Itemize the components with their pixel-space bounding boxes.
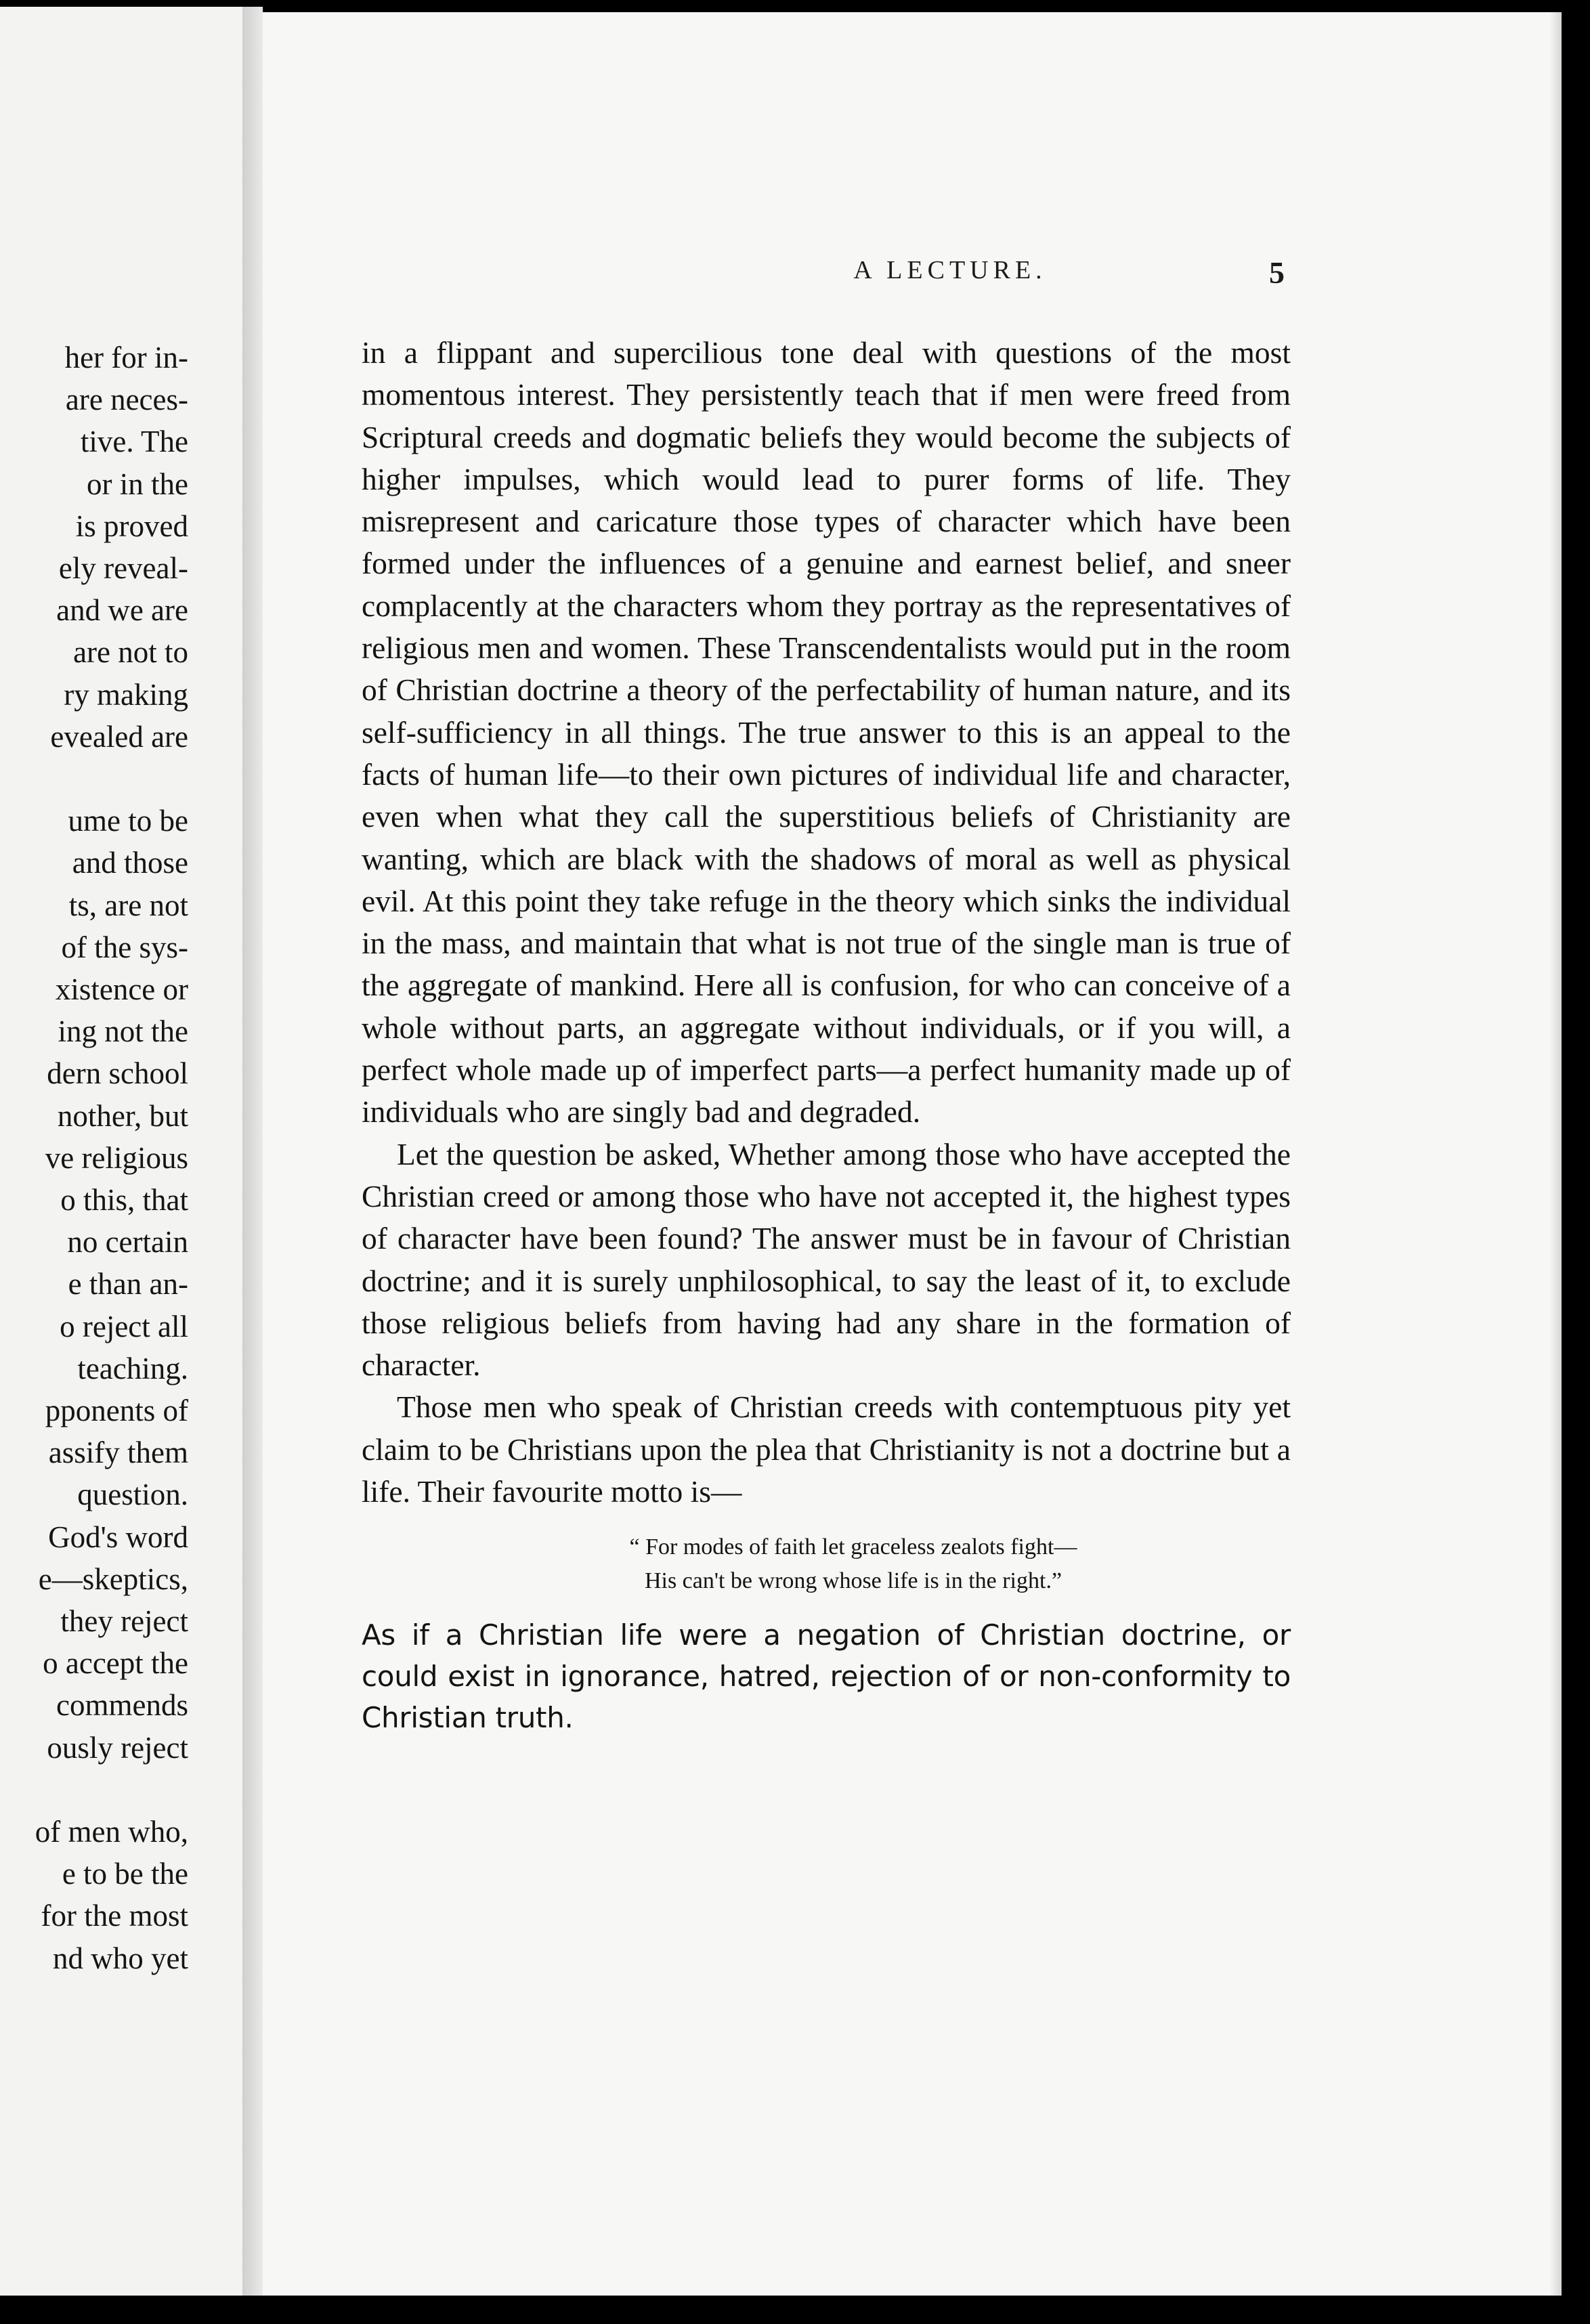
previous-page-line: and we are xyxy=(56,593,188,628)
previous-page-line: ously reject xyxy=(47,1730,188,1765)
previous-page-line: evealed are xyxy=(50,719,188,754)
previous-page-line: question. xyxy=(77,1478,188,1512)
previous-page-line: ve religious xyxy=(45,1140,188,1175)
previous-page-line: they reject xyxy=(60,1604,188,1638)
previous-page-line: of men who, xyxy=(35,1815,188,1849)
previous-page-line: commends xyxy=(56,1688,188,1723)
previous-page-line: o accept the xyxy=(43,1646,188,1681)
previous-page-line: ely reveal- xyxy=(58,551,188,585)
previous-page-line: and those xyxy=(72,846,188,880)
running-title: A LECTURE. xyxy=(853,256,1047,284)
previous-page-line: dern school xyxy=(47,1056,188,1091)
quotation-line: “ For modes of faith let graceless zealots fight— xyxy=(629,1534,1077,1560)
previous-page-line: ry making xyxy=(64,677,188,712)
page-body xyxy=(362,332,1291,1738)
previous-page-line: is proved xyxy=(75,509,188,543)
previous-page-line: assify them xyxy=(48,1436,188,1470)
previous-page-line: ing not the xyxy=(58,1014,188,1049)
previous-page-line: for the most xyxy=(41,1899,188,1933)
previous-page-line: tive. The xyxy=(80,425,188,459)
paragraph: As if a Christian life were a negation of Christian doctrine, or could exist in ignorance, hatred, rejection of or non-conformity to Christian truth. xyxy=(362,1618,1291,1735)
book-gutter xyxy=(242,7,263,2296)
quotation-line: His can't be wrong whose life is in the right.” xyxy=(644,1568,1062,1594)
previous-page-line: e to be the xyxy=(62,1857,188,1891)
verse-quotation xyxy=(362,1530,1291,1598)
previous-page-line: pponents of xyxy=(45,1394,188,1427)
previous-page-line: her for in- xyxy=(64,341,188,374)
previous-page-line: nother, but xyxy=(57,1098,188,1133)
previous-page-line: no certain xyxy=(67,1225,188,1260)
previous-page-line: e—skeptics, xyxy=(38,1562,188,1596)
previous-page-line: o reject all xyxy=(60,1309,188,1343)
previous-page-line: or in the xyxy=(87,467,188,501)
previous-page-line: o this, that xyxy=(60,1183,188,1217)
previous-page-line: God's word xyxy=(48,1520,188,1554)
previous-page-line: ts, are not xyxy=(68,888,188,922)
previous-page-line: of the sys- xyxy=(61,930,188,964)
previous-page-line: are neces- xyxy=(65,383,188,417)
previous-page-line: xistence or xyxy=(55,972,188,1006)
previous-page-line: teaching. xyxy=(77,1351,188,1385)
paragraph-continued: in a flippant and supercilious tone deal with questions of the most momentous interest. They persistently teach that if men were freed from Scriptural creeds and dogmatic beliefs they would become the subjects of higher impulses, which would lead to purer forms of life. They misrepresent and caricature those types of character which have been formed under the influences of a genuine and earnest belief, and sneer complacently at the characters whom they portray as the representatives of religious men and women. These Transcendentalists would put in the room of Christian doctrine a theory of the perfectability of human nature, and its self-sufficiency in all things. The true answer to this is an appeal to the facts of human life—to their own pictures of individual life and character, even when what they call the superstitious beliefs of Christianity are wanting, which are black with the shadows of moral as well as physical evil. At this point they take refuge in the theory which sinks the individual in the mass, and maintain that what is not true of the single man is true of the aggregate of mankind. Here all is confusion, for who can conceive of a whole without parts, an aggregate without individuals, or if you will, a perfect whole made up of imperfect parts—a perfect humanity made up of individuals who are singly bad and degraded. xyxy=(362,335,1291,1129)
page-edge-shadow xyxy=(1549,12,1562,2296)
previous-page-line: nd who yet xyxy=(53,1941,188,1975)
previous-page-line: e than an- xyxy=(68,1267,188,1301)
previous-page-line: are not to xyxy=(73,635,188,670)
paragraph: Those men who speak of Christian creeds with contemptuous pity yet claim to be Christians upon the plea that Christianity is not a doctrine but a life. Their favourite motto is— xyxy=(362,1390,1291,1509)
paragraph: Let the question be asked, Whether among those who have accepted the Christian creed or among those who have not accepted it, the highest types of character have been found? The answer must be in favour of Christian doctrine; and it is surely unphilosophical, to say the least of it, to exclude those religious beliefs from having had any share in the formation of character. xyxy=(362,1136,1291,1383)
previous-page-line: ume to be xyxy=(68,804,188,838)
previous-page-fragment xyxy=(0,7,242,2296)
book-page xyxy=(263,12,1562,2296)
page-number: 5 xyxy=(1269,255,1285,290)
